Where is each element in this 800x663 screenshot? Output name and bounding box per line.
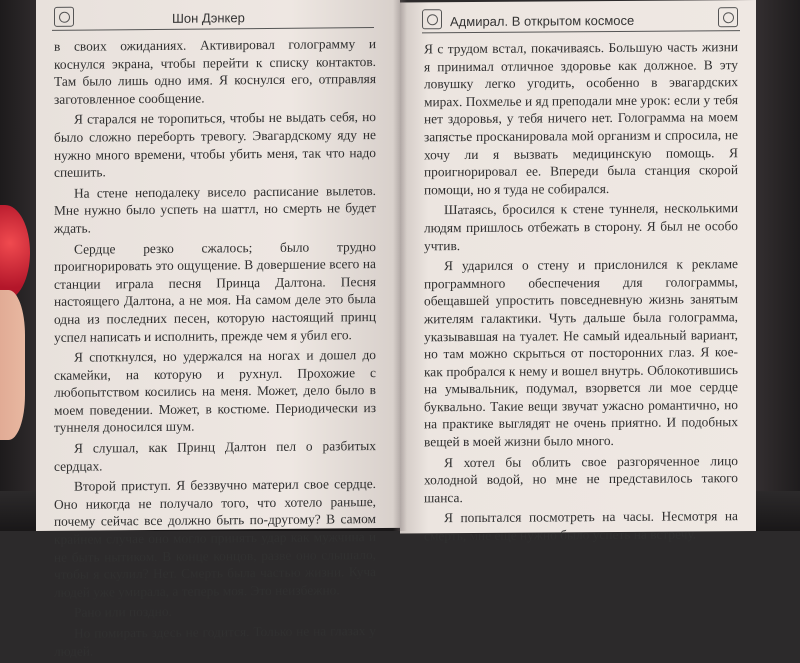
paragraph: Я слушал, как Принц Далтон пел о разбитых сердцах. [54, 438, 376, 474]
finger [0, 290, 25, 440]
right-page [400, 0, 756, 544]
left-page-text [54, 35, 376, 663]
paragraph: Рано или поздно. [74, 604, 172, 621]
ornament-icon [718, 7, 738, 27]
ornament-icon [422, 9, 442, 29]
ornament-icon [54, 7, 74, 27]
right-page-header [422, 10, 740, 33]
paragraph: Сердце резко сжалось; было трудно проигнорировать это ощущение. В довершение всего на станции играла песня Принца Далтона. Песня настоящего Далтона, а не моя. На самом деле это была одна из последних песен, которую настоящий принц успел написать и исполнить, прежде чем я убил его. [54, 238, 376, 345]
paragraph: Я попытался посмотреть на часы. Несмотря на смерть, мне еще нужно было успеть на встречу. [424, 508, 738, 544]
paragraph: Я ударился о стену и прислонился к рекламе программного обеспечения для голограммы, обещавшей упростить повседневную жизнь занятым жителям галактики. Чуть дальше была голограмма, указывавшая на туалет. Не самый идеальный вариант, но там можно скрыться от посторонних глаз. Я кое-как пробрался к нему и вошел внутрь. Облокотившись на умывальник, подумал, взорвется ли мое сердце буквально. Такие вещи звучат ужасно романтично, но на практике выглядят не очень приятно. И подобных вещей в моей жизни было много. [424, 256, 738, 450]
paragraph: Я старался не торопиться, чтобы не выдать себя, но было сложно переборть тревогу. Эвагардскому яду не нужно много времени, чтобы убить меня, так что надо спешить. [54, 109, 376, 180]
right-page-text [424, 38, 738, 548]
paragraph: Второй приступ. Я беззвучно материл свое сердце. Оно никогда не получало того, что хотело раньше, почему сейчас все должно быть по-другому? В самом крайнем случае оно могло принять удар как мужчина и не быть нытиком. В конце концов, разве оно слышало, чтобы я скулил? Нет. Смерть была частью жизни. Куча людей уже умирала, а теперь моя. Это неизбежно. [54, 476, 376, 600]
paragraph: Я с трудом встал, покачиваясь. Большую часть жизни я принимал отличное здоровье как должное. В эту ловушку легко угодить, особенно в эвагардских мирах. Похмелье и яд преподали мне урок: если у тебя нет здоровья, у тебя ничего нет. Голограмма на моем запястье просканировала мой организм и спросила, не хочу ли я вызвать медицинскую помощь. Я проигнорировал ее. Впереди была станция скорой помощи, но я туда не собирался. [424, 39, 738, 198]
right-page-header-title: Адмирал. В открытом космосе [450, 12, 635, 30]
book-gutter [393, 0, 407, 531]
paragraph: в своих ожиданиях. Активировал голограмму и коснулся экрана, чтобы перейти к списку контактов. Там было лишь одно имя. Я коснулся его, отправляя заготовленное сообщение. [54, 36, 376, 107]
left-page-header-title: Шон Дэнкер [172, 10, 245, 26]
paragraph: Я споткнулся, но удержался на ногах и дошел до скамейки, на которую и рухнул. Прохожие с любопытством косились на меня. Может, дело было в моем поведении. Может, в костюме. Периодически из туннеля доносился шум. [54, 347, 376, 436]
left-page [36, 0, 400, 659]
paragraph: Я хотел бы облить свое разгоряченное лицо холодной водой, но мне не представилось такого шанса. [424, 452, 738, 506]
left-page-header [52, 7, 374, 31]
paragraph: Но помирать здесь не годится. Только не на глазах у людей. [54, 623, 376, 659]
paragraph: На стене неподалеку висело расписание вылетов. Мне нужно было успеть на шаттл, но смерть не будет ждать. [54, 182, 376, 236]
paragraph: Шатаясь, бросился к стене туннеля, несколькими людям пришлось отбежать в сторону. Я был не особо учтив. [424, 200, 738, 253]
